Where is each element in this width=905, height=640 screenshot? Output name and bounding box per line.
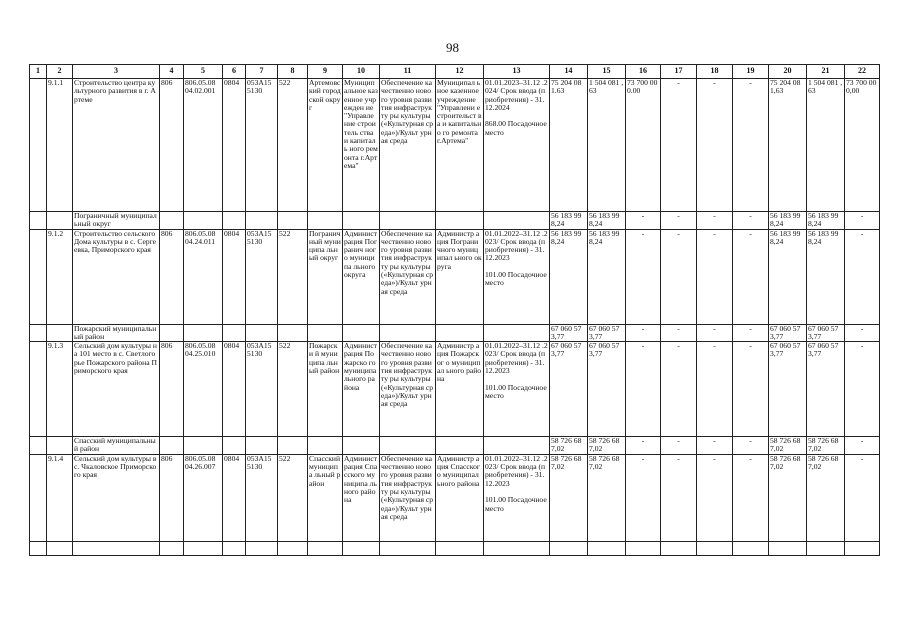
table-cell [380,212,436,230]
table-cell: - [626,342,661,437]
table-cell [223,324,246,342]
table-cell [308,437,343,455]
table-cell: 67 060 57 3,77 [550,342,588,437]
table-cell [308,324,343,342]
table-cell: 522 [278,454,308,541]
table-cell [184,212,223,230]
table-cell: - [845,324,880,342]
table-cell [436,541,484,555]
table-cell [380,437,436,455]
table-cell [30,437,47,455]
table-cell: Спасский муниципа льный район [308,454,343,541]
table-cell [807,541,845,555]
table-cell [73,541,160,555]
table-cell: 58 726 68 7,02 [769,437,807,455]
table-cell: 9.1.4 [47,454,73,541]
table-cell [343,324,380,342]
table-cell: 67 060 57 3,77 [588,342,626,437]
table-cell [626,541,661,555]
table-cell [484,437,550,455]
table-cell: - [626,437,661,455]
table-cell [47,212,73,230]
header-cell: 15 [588,65,626,79]
header-cell: 22 [845,65,880,79]
budget-table [29,64,880,556]
table-cell: 67 060 57 3,77 [588,324,626,342]
table-cell: Артемовс кий городской округ [308,79,343,212]
table-cell: Администр ация Пожарског о муниципал ьного района [436,342,484,437]
table-cell: 0804 [223,79,246,212]
table-cell: - [661,79,697,212]
table-cell: Погранич ный муниципа льный округ [308,229,343,324]
table-cell: 806.05.08 04.02.001 [184,79,223,212]
table-cell: 75 204 08 1.63 [550,79,588,212]
header-cell: 11 [380,65,436,79]
table-cell: 75 204 08 1,63 [769,79,807,212]
table-cell [47,541,73,555]
table-cell [278,324,308,342]
table-cell: 56 183 99 8,24 [550,229,588,324]
table-cell: - [697,437,733,455]
table-cell: - [661,324,697,342]
table-cell: 73 700 00 0.00 [626,79,661,212]
header-cell: 19 [733,65,769,79]
table-cell [184,541,223,555]
subtotal-row [30,324,880,342]
table-cell: - [626,454,661,541]
table-cell: 053А15 5130 [246,454,278,541]
header-cell: 14 [550,65,588,79]
table-cell: 56 183 99 8,24 [550,212,588,230]
table-cell [484,324,550,342]
header-cell: 2 [47,65,73,79]
table-cell [436,212,484,230]
header-cell: 20 [769,65,807,79]
table-cell [661,541,697,555]
table-cell: 1 504 081 ,63 [588,79,626,212]
table-cell [246,324,278,342]
table-cell [278,541,308,555]
table-cell: Пожарский муниципальный район [73,324,160,342]
table-cell: 58 726 68 7,02 [807,437,845,455]
table-cell [160,212,184,230]
table-cell: 806 [160,229,184,324]
table-cell: Спасский муниципальный район [73,437,160,455]
table-cell: 0804 [223,229,246,324]
table-cell: 806 [160,79,184,212]
table-cell [160,437,184,455]
table-cell: - [697,229,733,324]
table-cell [550,541,588,555]
table-cell: 0804 [223,342,246,437]
table-cell: 67 060 57 3,77 [807,342,845,437]
header-cell: 1 [30,65,47,79]
header-cell: 3 [73,65,160,79]
table-cell: 806.05.08 04.24.011 [184,229,223,324]
table-cell [30,541,47,555]
table-cell: Админист рация Пожарско го муниципа льного района [343,342,380,437]
header-cell: 8 [278,65,308,79]
table-cell [30,212,47,230]
table-cell: 67 060 57 3,77 [550,324,588,342]
table-cell [733,541,769,555]
table-cell [484,541,550,555]
table-cell: - [845,342,880,437]
table-cell: Обеспечение качественно нового уровня развития инфраструкту ры культуры («Культурная среда»)/Культ урная среда [380,454,436,541]
table-cell: - [661,229,697,324]
table-cell: Админист рация Погранич ного муниципа льного округа [343,229,380,324]
header-cell: 9 [308,65,343,79]
table-cell [769,541,807,555]
header-cell: 6 [223,65,246,79]
table-cell [436,437,484,455]
table-cell [845,541,880,555]
table-cell: 053А15 5130 [246,229,278,324]
table-cell: 053А15 5130 [246,79,278,212]
table-cell: - [733,79,769,212]
table-cell: 67 060 57 3,77 [769,324,807,342]
table-cell [697,541,733,555]
table-cell: 9.1.3 [47,342,73,437]
table-cell: - [697,324,733,342]
table-cell: 58 726 68 7,02 [588,437,626,455]
table-cell: 01.01.2023–31.12 .2024/ Срок ввода (приобретения) - 31.12.2024 868.00 Посадочное место [484,79,550,212]
table-cell: 522 [278,79,308,212]
table-cell: - [626,212,661,230]
table-cell: Сельский дом культуры в с. Чкаловское Приморского края [73,454,160,541]
table-cell: 56 183 99 8,24 [769,229,807,324]
table-cell [246,541,278,555]
table-cell: Муницип альное казенное учрежден ие "Управле ние строитель ства и капиталь ного ремонта г.Артема" [343,79,380,212]
table-cell: 01.01.2022–31.12 .2023/ Срок ввода (приобретения) - 31.12.2023 101.00 Посадочное место [484,229,550,324]
table-cell [30,324,47,342]
table-cell: - [697,342,733,437]
table-cell: Строительство центра культурного развития в г. Артеме [73,79,160,212]
table-cell: 58 726 68 7,02 [550,437,588,455]
table-cell [160,541,184,555]
table-cell [30,79,47,212]
table-cell [223,212,246,230]
table-cell: - [661,212,697,230]
table-cell: Администр ация Пограничного муниципал ьного округа [436,229,484,324]
table-cell: 9.1.1 [47,79,73,212]
table-cell [380,541,436,555]
table-cell [308,212,343,230]
table-cell: - [845,212,880,230]
table-cell: - [697,454,733,541]
table-cell: Муниципал ьное казенное учреждение "Управлени е строительст ва и капитально го ремонта г.Артема" [436,79,484,212]
table-cell [246,212,278,230]
table-cell: 56 183 99 8,24 [588,212,626,230]
table-cell [30,454,47,541]
table-cell [30,229,47,324]
header-cell: 16 [626,65,661,79]
table-cell [278,212,308,230]
table-cell [184,437,223,455]
subtotal-row [30,437,880,455]
table-cell: 1 504 081 ,63 [807,79,845,212]
table-cell: 053А15 5130 [246,342,278,437]
table-row [30,454,880,541]
table-cell [184,324,223,342]
table-cell: - [733,229,769,324]
table-cell: Обеспечение качественно нового уровня развития инфраструкту ры культуры («Культурная среда»)/Культ урная среда [380,342,436,437]
subtotal-row [30,212,880,230]
table-cell: 806 [160,454,184,541]
table-cell: - [626,324,661,342]
table-cell: 58 726 68 7,02 [807,454,845,541]
table-cell: 0804 [223,454,246,541]
header-cell: 21 [807,65,845,79]
table-cell [380,324,436,342]
table-cell: 56 183 99 8,24 [807,229,845,324]
table-cell [47,324,73,342]
header-cell: 5 [184,65,223,79]
table-cell: - [733,212,769,230]
header-cell: 10 [343,65,380,79]
table-cell: 01.01.2022–31.12 .2023/ Срок ввода (приобретения) - 31.12.2023 101.00 Посадочное место [484,342,550,437]
header-cell: 12 [436,65,484,79]
table-cell: 522 [278,229,308,324]
table-cell [223,437,246,455]
table-cell [308,541,343,555]
table-cell: 58 726 68 7,02 [769,454,807,541]
table-row [30,342,880,437]
table-cell: - [661,342,697,437]
table-cell: - [697,79,733,212]
table-cell [343,212,380,230]
table-cell: 806.05.08 04.26.007 [184,454,223,541]
table-cell: - [733,342,769,437]
table-cell: - [697,212,733,230]
table-row [30,229,880,324]
header-cell: 7 [246,65,278,79]
table-cell: - [733,324,769,342]
header-cell: 17 [661,65,697,79]
table-cell: - [845,229,880,324]
header-cell: 13 [484,65,550,79]
table-cell [278,437,308,455]
table-cell: - [661,437,697,455]
table-cell: - [845,454,880,541]
table-cell: 806.05.08 04.25.010 [184,342,223,437]
table-cell [30,342,47,437]
table-cell: Админист рация Спасского муниципа льного района [343,454,380,541]
table-cell: 9.1.2 [47,229,73,324]
table-cell: Администр ация Спасского муниципал ьного района [436,454,484,541]
header-cell: 18 [697,65,733,79]
table-cell: Пограничный муниципальный округ [73,212,160,230]
table-cell: Пожарски й муниципа льный район [308,342,343,437]
table-cell: 73 700 00 0,00 [845,79,880,212]
table-cell: 56 183 99 8,24 [588,229,626,324]
table-cell [343,541,380,555]
header-row [30,65,880,79]
table-cell [343,437,380,455]
table-cell: 01.01.2022–31.12 .2023/ Срок ввода (приобретения) - 31.12.2023 101.00 Посадочное место [484,454,550,541]
table-cell: - [661,454,697,541]
table-cell: 522 [278,342,308,437]
blank-row [30,541,880,555]
table-cell: Обеспечение качественно нового уровня развития инфраструкту ры культуры («Культурная среда»)/Культ урная среда [380,79,436,212]
table-cell [588,541,626,555]
table-cell [246,437,278,455]
table-cell [47,437,73,455]
table-cell [160,324,184,342]
table-cell [484,212,550,230]
table-cell: - [733,437,769,455]
table-cell: - [626,229,661,324]
table-cell: Обеспечение качественно нового уровня развития инфраструкту ры культуры («Культурная среда»)/Культ урная среда [380,229,436,324]
table-cell: 56 183 99 8,24 [769,212,807,230]
table-cell: - [845,437,880,455]
table-cell: 58 726 68 7,02 [550,454,588,541]
table-cell: 56 183 99 8,24 [807,212,845,230]
table-cell [436,324,484,342]
table-cell: 67 060 57 3,77 [807,324,845,342]
table-cell: Строительство сельского Дома культуры в с. Сергеевка, Приморского края [73,229,160,324]
table-row [30,79,880,212]
table-cell [223,541,246,555]
table-cell: 67 060 57 3,77 [769,342,807,437]
table-cell: Сельский дом культуры на 101 место в с. Светлогорье Пожарского района Приморского края [73,342,160,437]
table-cell: 806 [160,342,184,437]
table-cell: - [733,454,769,541]
table-cell: 58 726 68 7,02 [588,454,626,541]
page-number: 98 [446,40,459,55]
header-cell: 4 [160,65,184,79]
